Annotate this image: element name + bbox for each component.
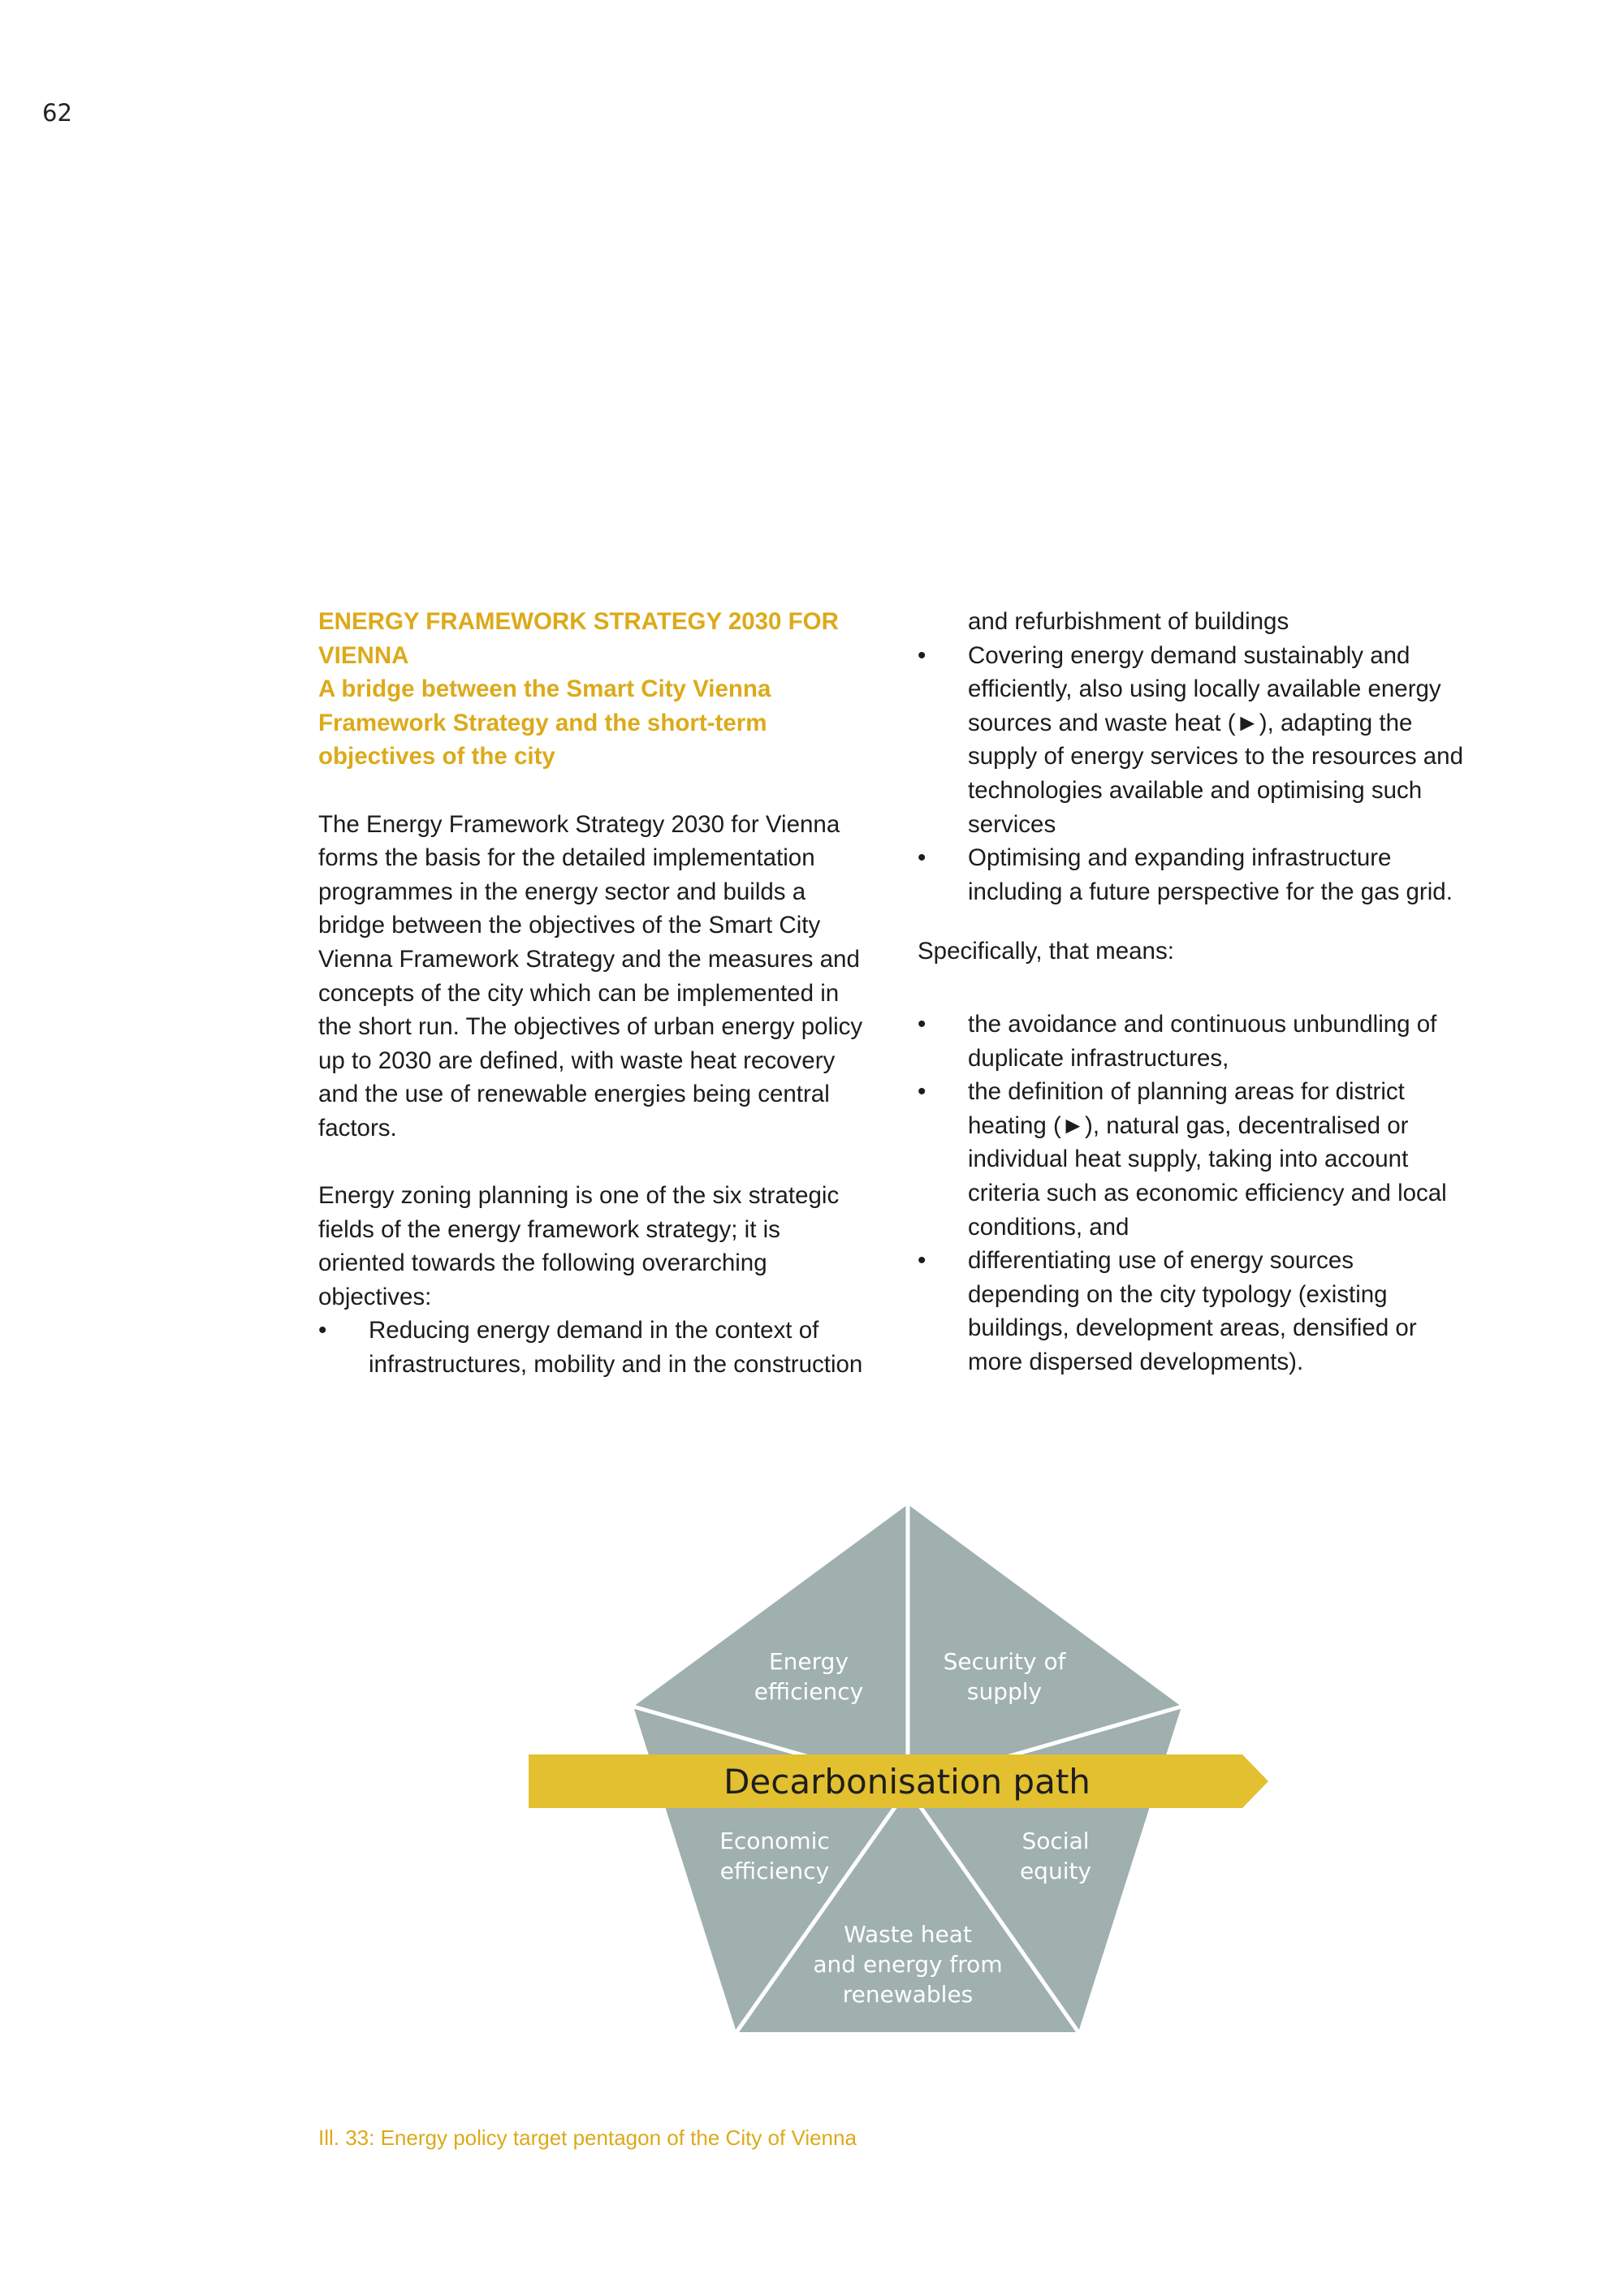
text-line: programmes in the energy sector and builds a — [318, 878, 806, 905]
text-line: depending on the city typology (existing — [968, 1280, 1388, 1308]
text-line: • Covering energy demand sustainably and — [968, 641, 1410, 669]
text-line: technologies available and optimising such — [968, 776, 1423, 804]
text-line: sources and waste heat (►), adapting the — [968, 709, 1413, 736]
segment-label: efficiency — [719, 1858, 830, 1884]
text-line: • the avoidance and continuous unbundling of — [968, 1010, 1437, 1038]
segment-label: Waste heat — [844, 1921, 972, 1948]
text-line: concepts of the city which can be implemented in — [318, 979, 840, 1007]
arrow-label: Decarbonisation path — [723, 1762, 1091, 1802]
figure-caption: Ill. 33: Energy policy target pentagon of the City of Vienna — [318, 2126, 857, 2150]
segment-label: Security of — [943, 1648, 1066, 1675]
heading-line: VIENNA — [318, 641, 409, 669]
text-line: including a future perspective for the gas grid. — [968, 878, 1453, 905]
text-line: • Reducing energy demand in the context of — [369, 1317, 819, 1344]
text-line: fields of the energy framework strategy; it is — [318, 1215, 780, 1243]
heading-line: A bridge between the Smart City Vienna — [318, 675, 771, 703]
text-line: The Energy Framework Strategy 2030 for Vienna — [318, 810, 840, 838]
segment-label: Energy — [768, 1648, 849, 1675]
segment-label: and energy from — [813, 1951, 1003, 1978]
heading-line: Framework Strategy and the short-term — [318, 709, 767, 736]
text-line: • Optimising and expanding infrastructure — [968, 844, 1392, 872]
page-number: 62 — [42, 99, 72, 127]
text-line: individual heat supply, taking into account — [968, 1146, 1409, 1173]
text-line: duplicate infrastructures, — [968, 1044, 1229, 1072]
text-line: the short run. The objectives of urban energy policy — [318, 1013, 863, 1041]
heading-line: ENERGY FRAMEWORK STRATEGY 2030 FOR — [318, 608, 839, 635]
segment-label: Social — [1021, 1828, 1090, 1854]
text-line: • the definition of planning areas for district — [968, 1078, 1405, 1106]
heading-line: objectives of the city — [318, 743, 555, 770]
segment-label: efficiency — [754, 1678, 864, 1705]
segment-label: Economic — [719, 1828, 830, 1854]
text-line: bridge between the objectives of the Smart City — [318, 912, 821, 939]
segment-label: supply — [966, 1678, 1043, 1705]
text-line: Vienna Framework Strategy and the measures and — [318, 945, 860, 973]
segment-label: renewables — [842, 1981, 974, 2008]
text-line: oriented towards the following overarching — [318, 1249, 767, 1277]
intro-line: Specifically, that means: — [918, 938, 1174, 965]
text-line: infrastructures, mobility and in the construction — [369, 1351, 863, 1379]
text-line: and refurbishment of buildings — [968, 608, 1289, 635]
text-line: and the use of renewable energies being central — [318, 1081, 830, 1108]
text-line: more dispersed developments). — [968, 1348, 1304, 1375]
text-line: factors. — [318, 1114, 397, 1142]
text-line: • differentiating use of energy sources — [968, 1247, 1354, 1275]
text-line: forms the basis for the detailed implementation — [318, 844, 815, 872]
text-line: up to 2030 are defined, with waste heat recovery — [318, 1047, 836, 1074]
text-line: objectives: — [318, 1283, 432, 1310]
text-line: buildings, development areas, densified or — [968, 1314, 1417, 1342]
text-line: efficiently, also using locally available energy — [968, 675, 1441, 703]
text-line: Energy zoning planning is one of the six strategic — [318, 1182, 840, 1210]
segment-label: equity — [1019, 1858, 1092, 1884]
text-line: criteria such as economic efficiency and local — [968, 1179, 1447, 1206]
text-line: heating (►), natural gas, decentralised or — [968, 1111, 1409, 1139]
text-line: supply of energy services to the resources and — [968, 743, 1463, 770]
text-line: conditions, and — [968, 1213, 1129, 1241]
text-line: services — [968, 810, 1056, 838]
